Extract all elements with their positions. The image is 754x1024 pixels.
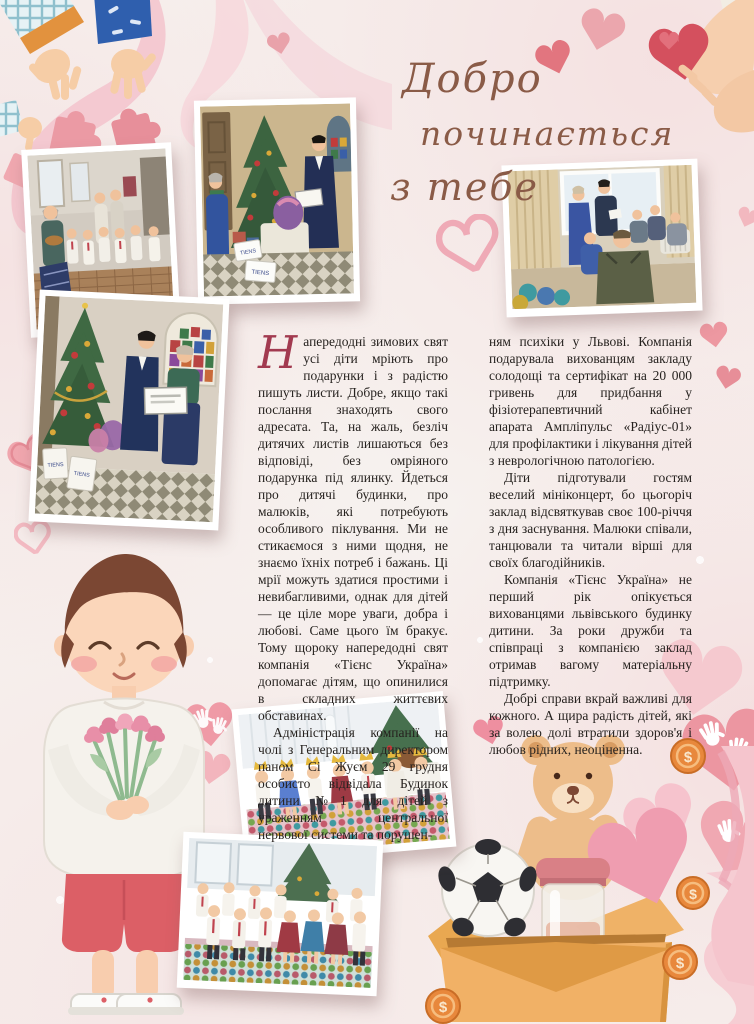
page-title xyxy=(388,56,674,209)
svg-text:$: $ xyxy=(683,749,693,766)
heart-icon xyxy=(266,28,292,58)
coin-icon xyxy=(663,945,697,979)
svg-text:$: $ xyxy=(675,955,685,972)
tiens-bag-label: TIENS xyxy=(73,470,91,479)
svg-text:$: $ xyxy=(438,999,448,1016)
paragraph: апередодні зимових свят усі діти мріють про подарунки і з радістю пишуть листи. Добре, якщо такі послання знаходять свого адресата. Та, на жаль, безліч дитячих листів лишаються без відповіді, без омріяного подарунка під ялинку. Йдеться про дитячі будинки, про малюків, які потребують особливого піклування. Ми не стикаємося з ними щодня, не знаємо їхніх потреб і бажань. Ці мрії можуть здатися простими і невибагливими, однак для дітей — це ціле море уваги, добра і любові. Саме цього їм бракує. Тому щороку напередодні свят компанія «Тієнс Україна» допомагає дітям, що опинилися в складних життєвих обставинах. xyxy=(258,334,448,723)
heart-icon xyxy=(698,320,730,348)
heart-icon xyxy=(714,364,742,390)
heart-outline-icon xyxy=(436,214,502,272)
coin-icon xyxy=(677,877,709,909)
paragraph: ням психіки у Львові. Компанія подарувала вихованцям закладу солодощі та сертифікат на 20 000 гривень для придбання у фізіотерапевтичний кабінет апарата Ампліпульс «Радіус-01» для профілактики і лікування дітей з неврологічною патологією. xyxy=(489,334,692,468)
heart-icon xyxy=(577,6,627,52)
title-line: Добро xyxy=(402,56,543,102)
paragraph: Компанія «Тієнс Україна» не перший рік опікується вихованцями львівського будинку дитини. За роки дружби та співпраці з компанією заклад отримав вагому матеріальну підтримку. xyxy=(489,572,692,689)
photo-christmas-tree-ceremony xyxy=(194,97,360,304)
coin-icon xyxy=(426,989,460,1023)
tiens-bag-label: TIENS xyxy=(47,462,64,469)
tiens-bag-label: TIENS xyxy=(251,269,270,278)
svg-text:$: $ xyxy=(689,886,697,902)
article-column-2 xyxy=(489,333,692,758)
photo-children-rows xyxy=(177,832,384,997)
heart-icon xyxy=(736,204,754,230)
drop-cap: Н xyxy=(258,326,298,379)
photo-certificate-handover xyxy=(28,289,229,530)
paragraph: Адміністрація компанії на чолі з Генеральним директором паном Сі Жуєм 29 грудня особисто відвідала Будинок дитини №1 для дітей з ураженням центральної нервової системи та порушен- xyxy=(258,725,448,842)
paragraph: Діти підготували гостям веселий мініконцерт, бо цьогоріч заклад відсвяткував своє 100-річчя з дня заснування. Малюки співали, танцювали та читали вірші для своїх благодійників. xyxy=(489,470,692,570)
article-column-1 xyxy=(258,326,448,843)
title-line: починається xyxy=(420,114,675,153)
title-line: з тебе xyxy=(390,165,540,209)
tiens-bag-label: TIENS xyxy=(239,248,257,257)
paragraph: Добрі справи вкрай важливі для кожного. А щира радість дітей, які за волею долі втратили здоров'я і любов рідних, неоціненна. xyxy=(489,691,692,757)
